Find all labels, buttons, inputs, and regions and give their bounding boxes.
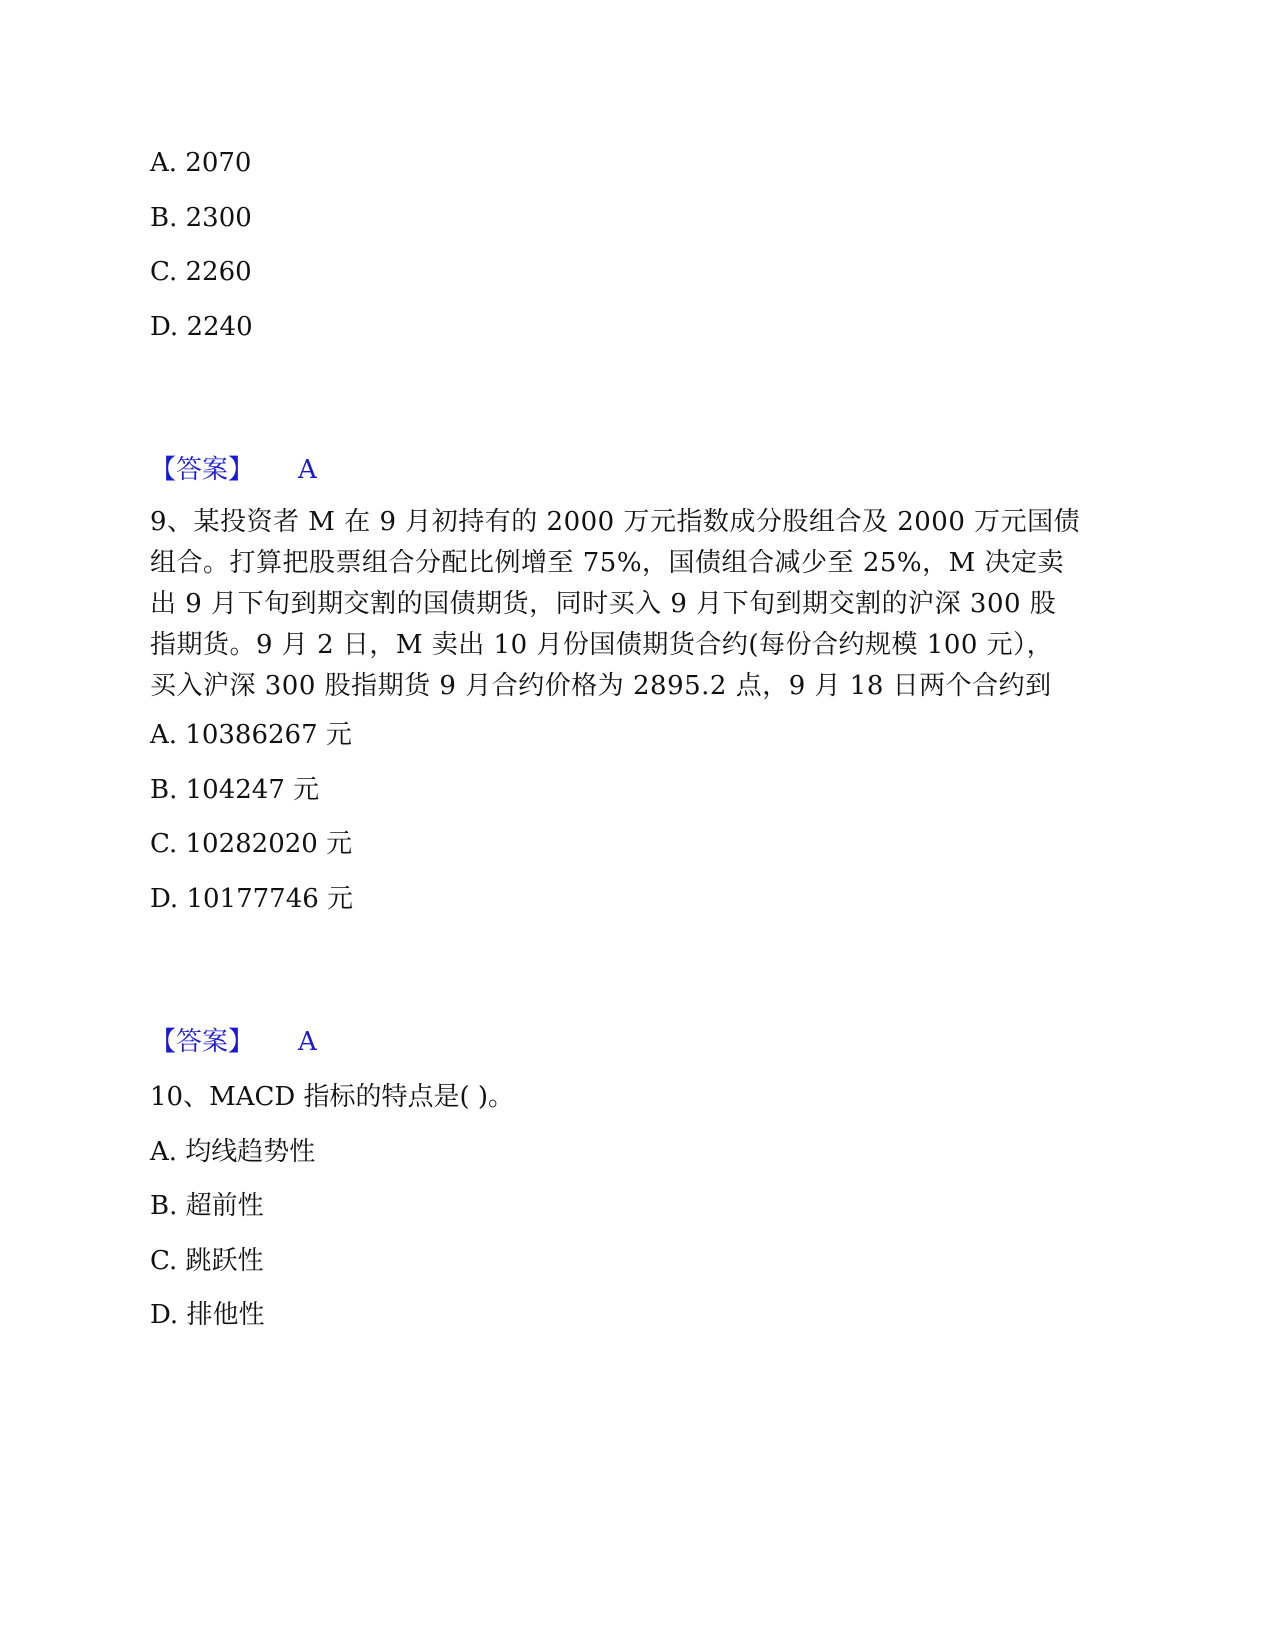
- q10-option-c: C. 跳跃性: [150, 1246, 264, 1276]
- answer-label: 【答案】: [150, 1027, 255, 1057]
- q8-option-b: B. 2300: [150, 203, 252, 233]
- q10-option-d: D. 排他性: [150, 1300, 265, 1330]
- q10-option-a: A. 均线趋势性: [150, 1137, 316, 1167]
- answer-value: A: [298, 1027, 317, 1057]
- q8-option-d: D. 2240: [150, 312, 253, 342]
- q9-question: [150, 502, 1110, 707]
- q9-option-c: C. 10282020 元: [150, 829, 353, 859]
- q9-answer: [150, 1027, 317, 1057]
- q9-option-b: B. 104247 元: [150, 775, 320, 805]
- q10-question: 10、MACD 指标的特点是( )。: [150, 1082, 515, 1112]
- q8-option-a: A. 2070: [150, 148, 252, 178]
- answer-value: A: [298, 455, 317, 485]
- q9-question-line: 指期货。9 月 2 日，M 卖出 10 月份国债期货合约(每份合约规模 100 元），: [150, 630, 1054, 660]
- q9-option-d: D. 10177746 元: [150, 884, 354, 914]
- q8-answer: [150, 455, 317, 485]
- q9-question-line: 买入沪深 300 股指期货 9 月合约价格为 2895.2 点，9 月 18 日两个合约到: [150, 671, 1052, 701]
- q9-option-a: A. 10386267 元: [150, 720, 352, 750]
- answer-label: 【答案】: [150, 455, 255, 485]
- q10-option-b: B. 超前性: [150, 1191, 264, 1221]
- q9-question-line: 出 9 月下旬到期交割的国债期货，同时买入 9 月下旬到期交割的沪深 300 股: [150, 589, 1057, 619]
- q9-question-line: 9、某投资者 M 在 9 月初持有的 2000 万元指数成分股组合及 2000 万元国债: [150, 507, 1081, 537]
- q8-option-c: C. 2260: [150, 257, 252, 287]
- q9-question-line: 组合。打算把股票组合分配比例增至 75%，国债组合减少至 25%，M 决定卖: [150, 548, 1064, 578]
